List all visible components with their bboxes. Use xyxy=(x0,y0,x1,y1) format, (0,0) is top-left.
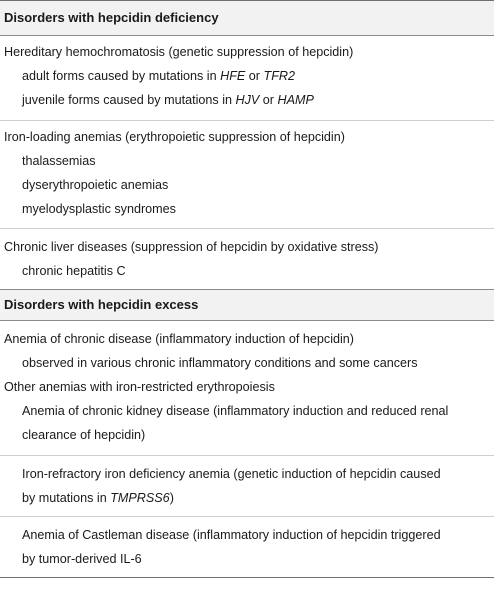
gene-name: TFR2 xyxy=(263,69,295,83)
section-heading-excess xyxy=(0,289,494,320)
table-bottom-rule xyxy=(0,577,494,578)
gene-name: HFE xyxy=(220,69,246,83)
text: ) xyxy=(169,491,174,505)
group-iron-loading-anemias xyxy=(0,120,494,228)
group-chronic-liver-diseases xyxy=(0,228,494,289)
row-item: chronic hepatitis C xyxy=(22,264,126,278)
row-title: Anemia of chronic disease (inflammatory induction of hepcidin) xyxy=(4,332,354,346)
section-heading-text: Disorders with hepcidin excess xyxy=(4,297,199,312)
group-anemia-chronic-disease xyxy=(0,320,494,455)
row-item: observed in various chronic inflammatory conditions and some cancers xyxy=(22,356,418,370)
gene-name: HAMP xyxy=(277,93,314,107)
row-item-juvenile xyxy=(0,88,494,112)
row-item-adult xyxy=(0,64,494,88)
row-item: thalassemias xyxy=(22,154,96,168)
text: or xyxy=(245,69,264,83)
row-item: dyserythropoietic anemias xyxy=(22,178,169,192)
text: juvenile forms caused by mutations in xyxy=(22,93,236,107)
gene-name: HJV xyxy=(235,93,260,107)
group-irida xyxy=(0,455,494,516)
group-castleman xyxy=(0,516,494,577)
row-item: myelodysplastic syndromes xyxy=(22,202,176,216)
row-item-ckd-continued: clearance of hepcidin) xyxy=(22,428,146,442)
row-item-castleman-continued: by tumor-derived IL-6 xyxy=(22,552,142,566)
row-title: Hereditary hemochromatosis (genetic suppression of hepcidin) xyxy=(4,45,354,59)
row-title: Chronic liver diseases (suppression of hepcidin by oxidative stress) xyxy=(4,240,379,254)
row-item-castleman: Anemia of Castleman disease (inflammatory induction of hepcidin triggered xyxy=(22,528,441,542)
row-title: Iron-loading anemias (erythropoietic suppression of hepcidin) xyxy=(4,130,345,144)
group-hereditary-hemochromatosis xyxy=(0,35,494,120)
row-item-irida: Iron-refractory iron deficiency anemia (genetic induction of hepcidin caused xyxy=(22,467,441,481)
text: adult forms caused by mutations in xyxy=(22,69,221,83)
section-heading-deficiency xyxy=(0,1,494,35)
row-item-ckd: Anemia of chronic kidney disease (inflammatory induction and reduced renal xyxy=(22,404,449,418)
gene-name: TMPRSS6 xyxy=(110,491,170,505)
row-title: Other anemias with iron-restricted erythropoiesis xyxy=(4,380,275,394)
row-item-irida-continued xyxy=(0,486,494,510)
text: by mutations in xyxy=(22,491,111,505)
section-heading-text: Disorders with hepcidin deficiency xyxy=(4,10,219,25)
text: or xyxy=(259,93,278,107)
